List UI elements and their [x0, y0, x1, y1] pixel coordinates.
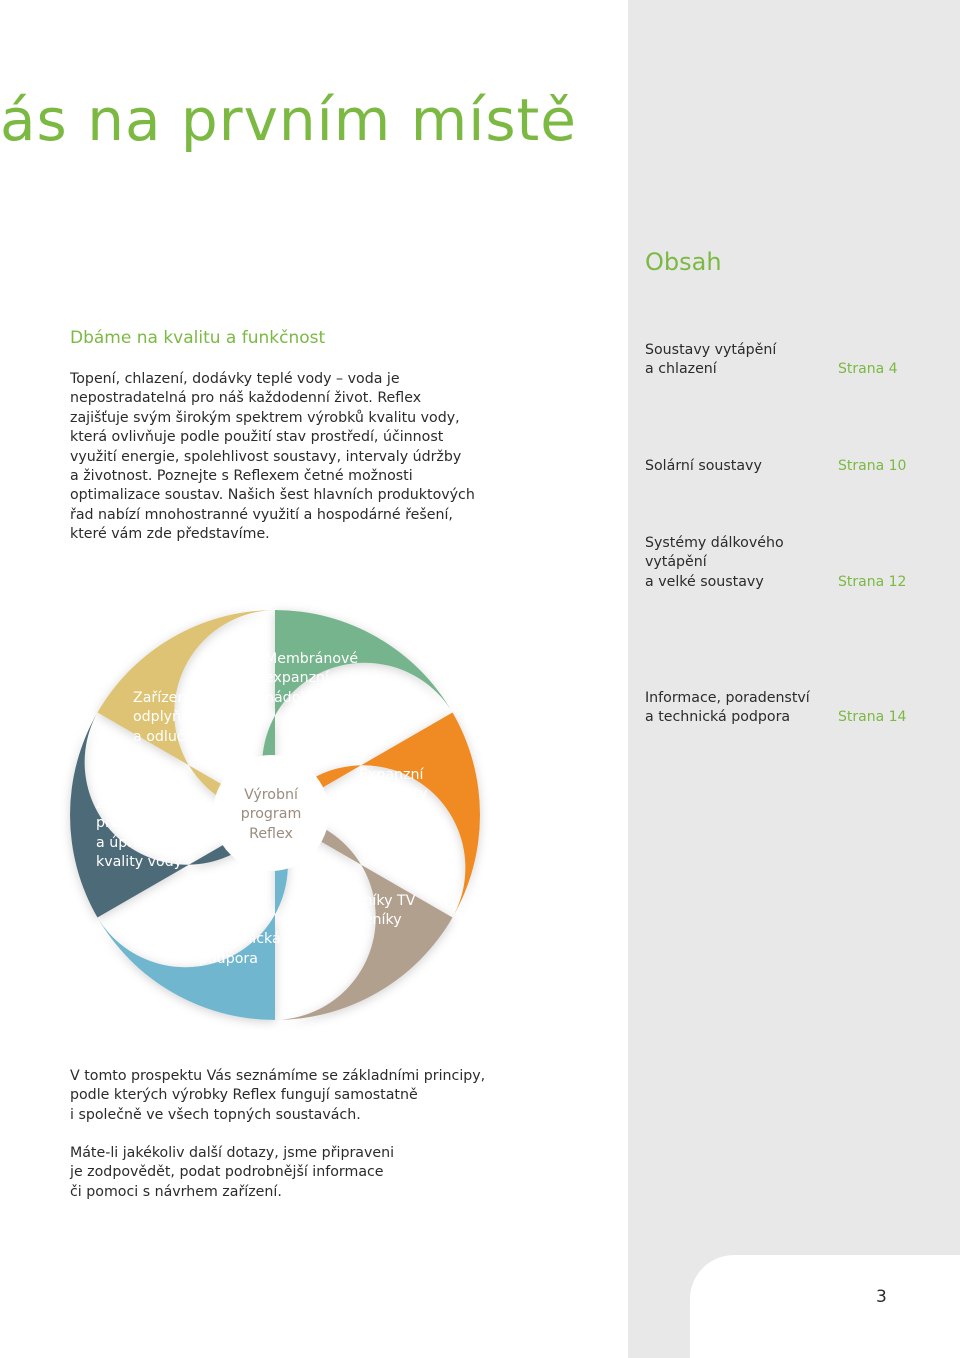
- product-wheel: [60, 600, 490, 1030]
- wheel-label-water-treatment: Zařízení pro doplňování a úpravu kvality vody: [96, 796, 203, 871]
- wheel-center-label: Výrobní program Reflex: [240, 787, 302, 842]
- toc-entry-district-heating[interactable]: Systémy dálkového vytápění a velké soustavy Strana 12: [645, 534, 905, 592]
- toc-title: Obsah: [645, 248, 722, 276]
- section-title: Dbáme na kvalitu a funkčnost: [70, 328, 326, 348]
- page-headline: ás na prvním místě: [0, 86, 577, 154]
- wheel-label-membrane-vessels: Membránové expanzní nádoby: [265, 651, 359, 706]
- toc-page-number: Strana 10: [838, 458, 907, 474]
- toc-entry-heating[interactable]: Soustavy vytápění a chlazení Strana 4: [645, 341, 905, 380]
- toc-entry-support[interactable]: Informace, poradenství a technická podpora Strana 14: [645, 689, 905, 728]
- outro-paragraph-1: V tomto prospektu Vás seznámíme se základními principy, podle kterých výrobky Reflex fungují samostatně i společně ve všech topných soustavách.: [70, 1068, 486, 1123]
- page-number-tab: [690, 1255, 960, 1358]
- wheel-label-water-heaters: Zásobníky TV a výměníky tepla: [320, 893, 416, 948]
- toc-page-number: Strana 12: [838, 573, 907, 590]
- intro-paragraph: Topení, chlazení, dodávky teplé vody – voda je nepostradatelná pro náš každodenní život. Reflex zajišťuje svým širokým spektrem výrobků kvalitu vody, která ovlivňuje podle použití stav prostředí, účinnost využití energie, spolehlivost soustavy, intervaly údržby a životnost. Poznejte s Reflexem četné možnosti optimalizace soustav. Našich šest hlavních produktových řad nabízí mnohostranné využití a hospodárné řešení, které vám zde představíme.: [70, 371, 475, 543]
- toc-sidebar: [628, 0, 960, 1358]
- toc-page-number: Strana 4: [838, 361, 898, 378]
- wheel-label-services: Služby a technická podpora: [199, 912, 281, 967]
- outro-paragraph-2: Máte-li jakékoliv další dotazy, jsme připraveni je zodpovědět, podat podrobnější informace či pomoci s návrhem zařízení.: [70, 1145, 395, 1200]
- toc-entry-solar[interactable]: Solární soustavy Strana 10: [645, 457, 905, 476]
- wheel-label-expansion-automats: Expanzní automaty: [359, 767, 428, 803]
- toc-page-number: Strana 14: [838, 709, 907, 726]
- page-number: 3: [876, 1287, 887, 1307]
- wheel-label-degassing: Zařízení pro odplyňování a odlučovače: [133, 690, 227, 745]
